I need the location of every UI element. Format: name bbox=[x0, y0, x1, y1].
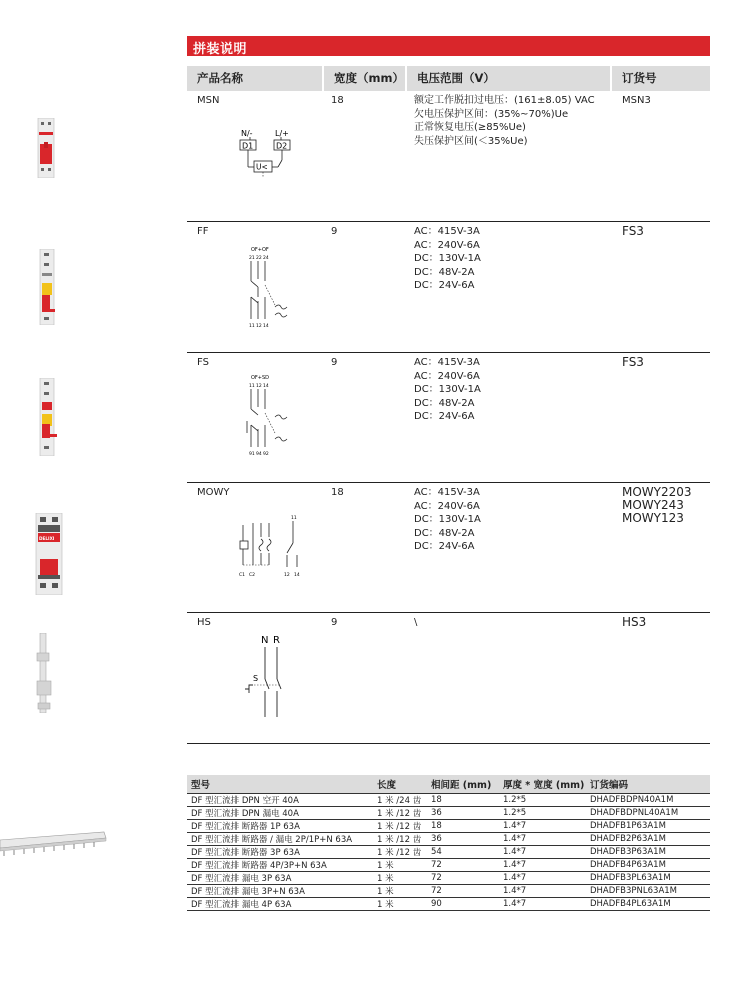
cell-spacing: 72 bbox=[427, 884, 499, 897]
cell-size: 1.4*7 bbox=[499, 871, 586, 884]
ff-product-image bbox=[38, 249, 56, 325]
cell-size: 1.2*5 bbox=[499, 806, 586, 819]
order-code: MOWY123 bbox=[622, 511, 684, 525]
brand-logo: DELIXI bbox=[39, 536, 55, 541]
table-row-ff bbox=[187, 222, 710, 353]
voltage-line: AC：415V-3A bbox=[414, 487, 480, 498]
voltage-line: DC：130V-1A bbox=[414, 253, 481, 264]
diagram-label: 21 bbox=[249, 256, 255, 261]
voltage-line: AC：415V-3A bbox=[414, 357, 480, 368]
cell-model: DF 型汇流排 DPN 空开 40A bbox=[187, 793, 373, 806]
voltage-line: 失压保护区间(＜35%Ue) bbox=[414, 135, 528, 147]
fs-product-image bbox=[38, 378, 58, 456]
cell-length: 1 米 bbox=[373, 858, 427, 871]
table-row-mowy bbox=[187, 483, 710, 613]
diagram-label: C2 bbox=[249, 573, 256, 578]
product-width: 18 bbox=[331, 95, 344, 106]
cell-length: 1 米 /12 齿 bbox=[373, 806, 427, 819]
diagram-label: 12 bbox=[256, 384, 262, 389]
order-code: FS3 bbox=[622, 224, 644, 238]
cell-model: DF 型汇流排 漏电 3P 63A bbox=[187, 871, 373, 884]
cell-spacing: 36 bbox=[427, 806, 499, 819]
diagram-label: 92 bbox=[263, 452, 269, 457]
cell-size: 1.4*7 bbox=[499, 832, 586, 845]
header-thickness-width: 厚度 * 宽度 (mm) bbox=[499, 775, 586, 793]
diagram-label: 12 bbox=[256, 324, 262, 329]
header-voltage: 电压范围（V） bbox=[417, 71, 495, 85]
header-order-code: 订货编码 bbox=[586, 775, 710, 793]
table-row bbox=[187, 793, 710, 806]
cell-code: DHADFBDPNL40A1M bbox=[586, 806, 710, 819]
diagram-label: 14 bbox=[294, 573, 300, 578]
diagram-label: D1 bbox=[242, 141, 254, 151]
voltage-line: AC：240V-6A bbox=[414, 370, 480, 382]
product-name: MSN bbox=[197, 95, 220, 106]
voltage-range bbox=[414, 356, 481, 424]
product-name: MOWY bbox=[197, 487, 230, 498]
voltage-line: 额定工作脱扣过电压：(161±8.05) VAC bbox=[414, 95, 595, 106]
cell-model: DF 型汇流排 断路器 3P 63A bbox=[187, 845, 373, 858]
cell-code: DHADFB3PL63A1M bbox=[586, 871, 710, 884]
voltage-line: AC：240V-6A bbox=[414, 239, 480, 251]
voltage-range bbox=[414, 94, 595, 148]
cell-code: DHADFBDPN40A1M bbox=[586, 793, 710, 806]
voltage-line: DC：24V-6A bbox=[414, 280, 475, 291]
cell-model: DF 型汇流排 断路器 4P/3P+N 63A bbox=[187, 858, 373, 871]
cell-spacing: 18 bbox=[427, 793, 499, 806]
ff-wiring-diagram bbox=[245, 245, 295, 331]
cell-model: DF 型汇流排 漏电 3P+N 63A bbox=[187, 884, 373, 897]
cell-length: 1 米 /12 齿 bbox=[373, 832, 427, 845]
product-width: 9 bbox=[331, 226, 338, 237]
cell-size: 1.4*7 bbox=[499, 897, 586, 910]
cell-spacing: 90 bbox=[427, 897, 499, 910]
diagram-label: R bbox=[273, 635, 280, 646]
order-code: FS3 bbox=[622, 355, 644, 369]
diagram-label: 11 bbox=[249, 324, 255, 329]
diagram-label: 91 bbox=[249, 452, 255, 457]
voltage-line: DC：48V-2A bbox=[414, 527, 475, 539]
hs-product-image bbox=[34, 633, 54, 713]
diagram-label: N bbox=[261, 635, 269, 646]
cell-length: 1 米 bbox=[373, 884, 427, 897]
diagram-label: 12 bbox=[284, 573, 290, 578]
cell-length: 1 米 bbox=[373, 897, 427, 910]
diagram-label: 14 bbox=[263, 324, 269, 329]
cell-code: DHADFB3P63A1M bbox=[586, 845, 710, 858]
diagram-label: N/- bbox=[241, 129, 253, 138]
msn-product-image bbox=[36, 118, 56, 178]
cell-spacing: 36 bbox=[427, 832, 499, 845]
cell-size: 1.2*5 bbox=[499, 793, 586, 806]
diagram-label: U< bbox=[256, 162, 268, 172]
cell-spacing: 54 bbox=[427, 845, 499, 858]
msn-wiring-diagram bbox=[232, 127, 302, 183]
cell-size: 1.4*7 bbox=[499, 884, 586, 897]
fs-wiring-diagram bbox=[245, 373, 295, 459]
cell-spacing: 18 bbox=[427, 819, 499, 832]
order-code: MOWY2203 bbox=[622, 485, 692, 499]
table-row bbox=[187, 871, 710, 884]
product-width: 18 bbox=[331, 487, 344, 498]
cell-length: 1 米 /24 齿 bbox=[373, 793, 427, 806]
diagram-label: OF+SD bbox=[251, 375, 270, 381]
product-name: HS bbox=[197, 617, 211, 628]
product-name: FS bbox=[197, 357, 209, 368]
voltage-line: DC：24V-6A bbox=[414, 411, 475, 422]
cell-length: 1 米 /12 齿 bbox=[373, 845, 427, 858]
table-row bbox=[187, 884, 710, 897]
order-code: MSN3 bbox=[622, 95, 651, 106]
cell-model: DF 型汇流排 DPN 漏电 40A bbox=[187, 806, 373, 819]
cell-code: DHADFB1P63A1M bbox=[586, 819, 710, 832]
section-title-bar bbox=[187, 36, 710, 56]
order-code-list bbox=[622, 486, 692, 525]
voltage-line: 欠电压保护区间：(35%~70%)Ue bbox=[414, 108, 569, 120]
voltage-line: DC：48V-2A bbox=[414, 397, 475, 409]
table-row-msn bbox=[187, 91, 710, 222]
voltage-line: \ bbox=[414, 617, 418, 628]
cell-size: 1.4*7 bbox=[499, 858, 586, 871]
cell-length: 1 米 bbox=[373, 871, 427, 884]
order-code: MOWY243 bbox=[622, 498, 684, 512]
header-phase-spacing: 相间距 (mm) bbox=[427, 775, 499, 793]
voltage-range bbox=[414, 616, 417, 630]
header-width: 宽度（mm） bbox=[334, 71, 404, 85]
table-row bbox=[187, 806, 710, 819]
accessory-table-header bbox=[187, 66, 710, 91]
hs-wiring-diagram bbox=[245, 633, 305, 721]
diagram-label: C1 bbox=[239, 573, 246, 578]
voltage-line: 正常恢复电压(≥85%Ue) bbox=[414, 122, 526, 133]
diagram-label: 22 bbox=[256, 256, 262, 261]
order-code: HS3 bbox=[622, 615, 647, 629]
cell-size: 1.4*7 bbox=[499, 845, 586, 858]
header-product-name: 产品名称 bbox=[197, 71, 243, 85]
cell-model: DF 型汇流排 断路器 1P 63A bbox=[187, 819, 373, 832]
product-width: 9 bbox=[331, 617, 338, 628]
mowy-wiring-diagram bbox=[235, 513, 315, 579]
voltage-line: DC：24V-6A bbox=[414, 541, 475, 552]
cell-model: DF 型汇流排 断路器 / 漏电 2P/1P+N 63A bbox=[187, 832, 373, 845]
voltage-range bbox=[414, 486, 481, 554]
diagram-label: 24 bbox=[263, 256, 269, 261]
diagram-label: S bbox=[253, 674, 259, 683]
table-row bbox=[187, 897, 710, 910]
diagram-label: 11 bbox=[249, 384, 255, 389]
table-row-fs bbox=[187, 353, 710, 483]
header-order-code: 订货号 bbox=[622, 71, 657, 85]
diagram-label: 14 bbox=[263, 384, 269, 389]
voltage-range bbox=[414, 225, 481, 293]
header-model: 型号 bbox=[187, 775, 373, 793]
section-title: 拼装说明 bbox=[193, 42, 248, 57]
table-row bbox=[187, 832, 710, 845]
cell-length: 1 米 /12 齿 bbox=[373, 819, 427, 832]
busbar-table bbox=[187, 775, 710, 911]
cell-code: DHADFB4P63A1M bbox=[586, 858, 710, 871]
voltage-line: DC：130V-1A bbox=[414, 514, 481, 525]
table-row-hs bbox=[187, 613, 710, 744]
voltage-line: AC：415V-3A bbox=[414, 226, 480, 237]
diagram-label: L/+ bbox=[275, 129, 289, 138]
cell-code: DHADFB2P63A1M bbox=[586, 832, 710, 845]
diagram-label: 11 bbox=[291, 516, 297, 521]
busbar-table-header bbox=[187, 775, 710, 793]
cell-code: DHADFB3PNL63A1M bbox=[586, 884, 710, 897]
table-row bbox=[187, 858, 710, 871]
cell-size: 1.4*7 bbox=[499, 819, 586, 832]
table-row bbox=[187, 819, 710, 832]
header-length: 长度 bbox=[373, 775, 427, 793]
cell-spacing: 72 bbox=[427, 858, 499, 871]
voltage-line: DC：130V-1A bbox=[414, 384, 481, 395]
voltage-line: AC：240V-6A bbox=[414, 500, 480, 512]
table-row bbox=[187, 845, 710, 858]
product-width: 9 bbox=[331, 357, 338, 368]
cell-model: DF 型汇流排 漏电 4P 63A bbox=[187, 897, 373, 910]
diagram-label: D2 bbox=[276, 141, 288, 151]
mowy-product-image bbox=[35, 513, 63, 595]
product-name: FF bbox=[197, 226, 209, 237]
diagram-label: OF+OF bbox=[251, 247, 269, 253]
cell-spacing: 72 bbox=[427, 871, 499, 884]
cell-code: DHADFB4PL63A1M bbox=[586, 897, 710, 910]
busbar-product-image bbox=[0, 826, 110, 860]
voltage-line: DC：48V-2A bbox=[414, 266, 475, 278]
diagram-label: 94 bbox=[256, 452, 262, 457]
